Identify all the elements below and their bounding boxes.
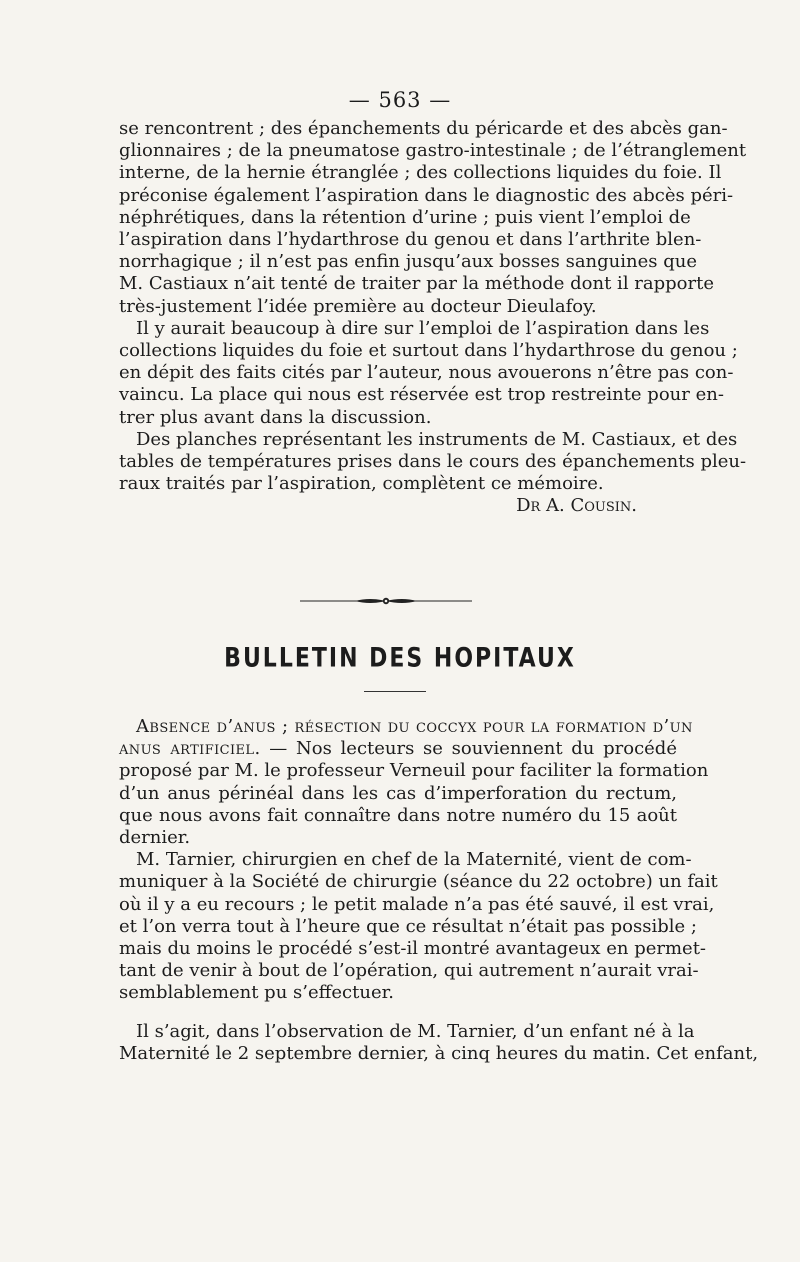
text-line: proposé par M. le professeur Verneuil pour faciliter la formation (119, 760, 709, 782)
text-line: trer plus avant dans la discussion. (119, 406, 432, 428)
text-line: raux traités par l’aspiration, complètent ce mémoire. (119, 473, 604, 495)
text-line: d’un anus périnéal dans les cas d’imperforation du rectum, (119, 782, 677, 804)
text-line: dernier. (119, 827, 191, 849)
text-line: que nous avons fait connaître dans notre numéro du 15 août (119, 804, 677, 826)
title-rule (364, 691, 426, 692)
text-line: mais du moins le procédé s’est-il montré avantageux en permet- (119, 938, 707, 960)
author-signature: Dr A. Cousin. (516, 495, 637, 517)
article-heading: Absence d’anus ; résection du coccyx pour la formation d’un (136, 716, 693, 737)
text-line: vaincu. La place qui nous est réservée est trop restreinte pour en- (119, 384, 724, 406)
text-line: se rencontrent ; des épanchements du péricarde et des abcès gan- (119, 118, 728, 139)
text-line: Maternité le 2 septembre dernier, à cinq heures du matin. Cet enfant, (119, 1042, 759, 1064)
article-continuation (119, 118, 747, 518)
section-title: BULLETIN DES HOPITAUX (224, 643, 576, 674)
text-line: glionnaires ; de la pneumatose gastro-intestinale ; de l’étranglement (119, 140, 747, 162)
text-line: M. Castiaux n’ait tenté de traiter par la méthode dont il rapporte (119, 273, 715, 295)
text-line: Des planches représentant les instruments de M. Castiaux, et des (136, 428, 738, 450)
text-line: l’aspiration dans l’hydarthrose du genou et dans l’arthrite blen- (119, 229, 702, 251)
text-line: collections liquides du foie et surtout dans l’hydarthrose du genou ; (119, 340, 738, 362)
text-line: en dépit des faits cités par l’auteur, nous avouerons n’être pas con- (119, 362, 734, 384)
heading-continuation: anus artificiel. (119, 738, 261, 760)
text-line: tables de températures prises dans le cours des épanchements pleu- (119, 451, 747, 473)
text-line (119, 738, 677, 760)
bulletin-article (119, 716, 759, 1065)
text-line: tant de venir à bout de l’opération, qui autrement n’aurait vrai- (119, 960, 699, 982)
text-line: M. Tarnier, chirurgien en chef de la Maternité, vient de com- (136, 849, 692, 871)
text-line: norrhagique ; il n’est pas enfin jusqu’aux bosses sanguines que (119, 251, 697, 273)
text-line: Il s’agit, dans l’observation de M. Tarnier, d’un enfant né à la (136, 1020, 695, 1042)
ornamental-separator (300, 597, 472, 605)
text-line: néphrétiques, dans la rétention d’urine ; puis vient l’emploi de (119, 206, 691, 228)
page-number: — 563 — (348, 88, 452, 112)
text-line: semblablement pu s’effectuer. (119, 982, 394, 1004)
text-line: où il y a eu recours ; le petit malade n’a pas été sauvé, il est vrai, (119, 893, 715, 915)
text-line: et l’on verra tout à l’heure que ce résultat n’était pas possible ; (119, 915, 697, 937)
text-line: préconise également l’aspiration dans le diagnostic des abcès péri- (119, 184, 734, 206)
text-line: Il y aurait beaucoup à dire sur l’emploi de l’aspiration dans les (136, 317, 710, 339)
text-line: interne, de la hernie étranglée ; des collections liquides du foie. Il (119, 162, 722, 184)
text-fragment: — Nos lecteurs se souviennent du procédé (260, 738, 677, 760)
text-line: muniquer à la Société de chirurgie (séance du 22 octobre) un fait (119, 871, 718, 893)
text-line: très-justement l’idée première au docteur Dieulafoy. (119, 295, 597, 317)
